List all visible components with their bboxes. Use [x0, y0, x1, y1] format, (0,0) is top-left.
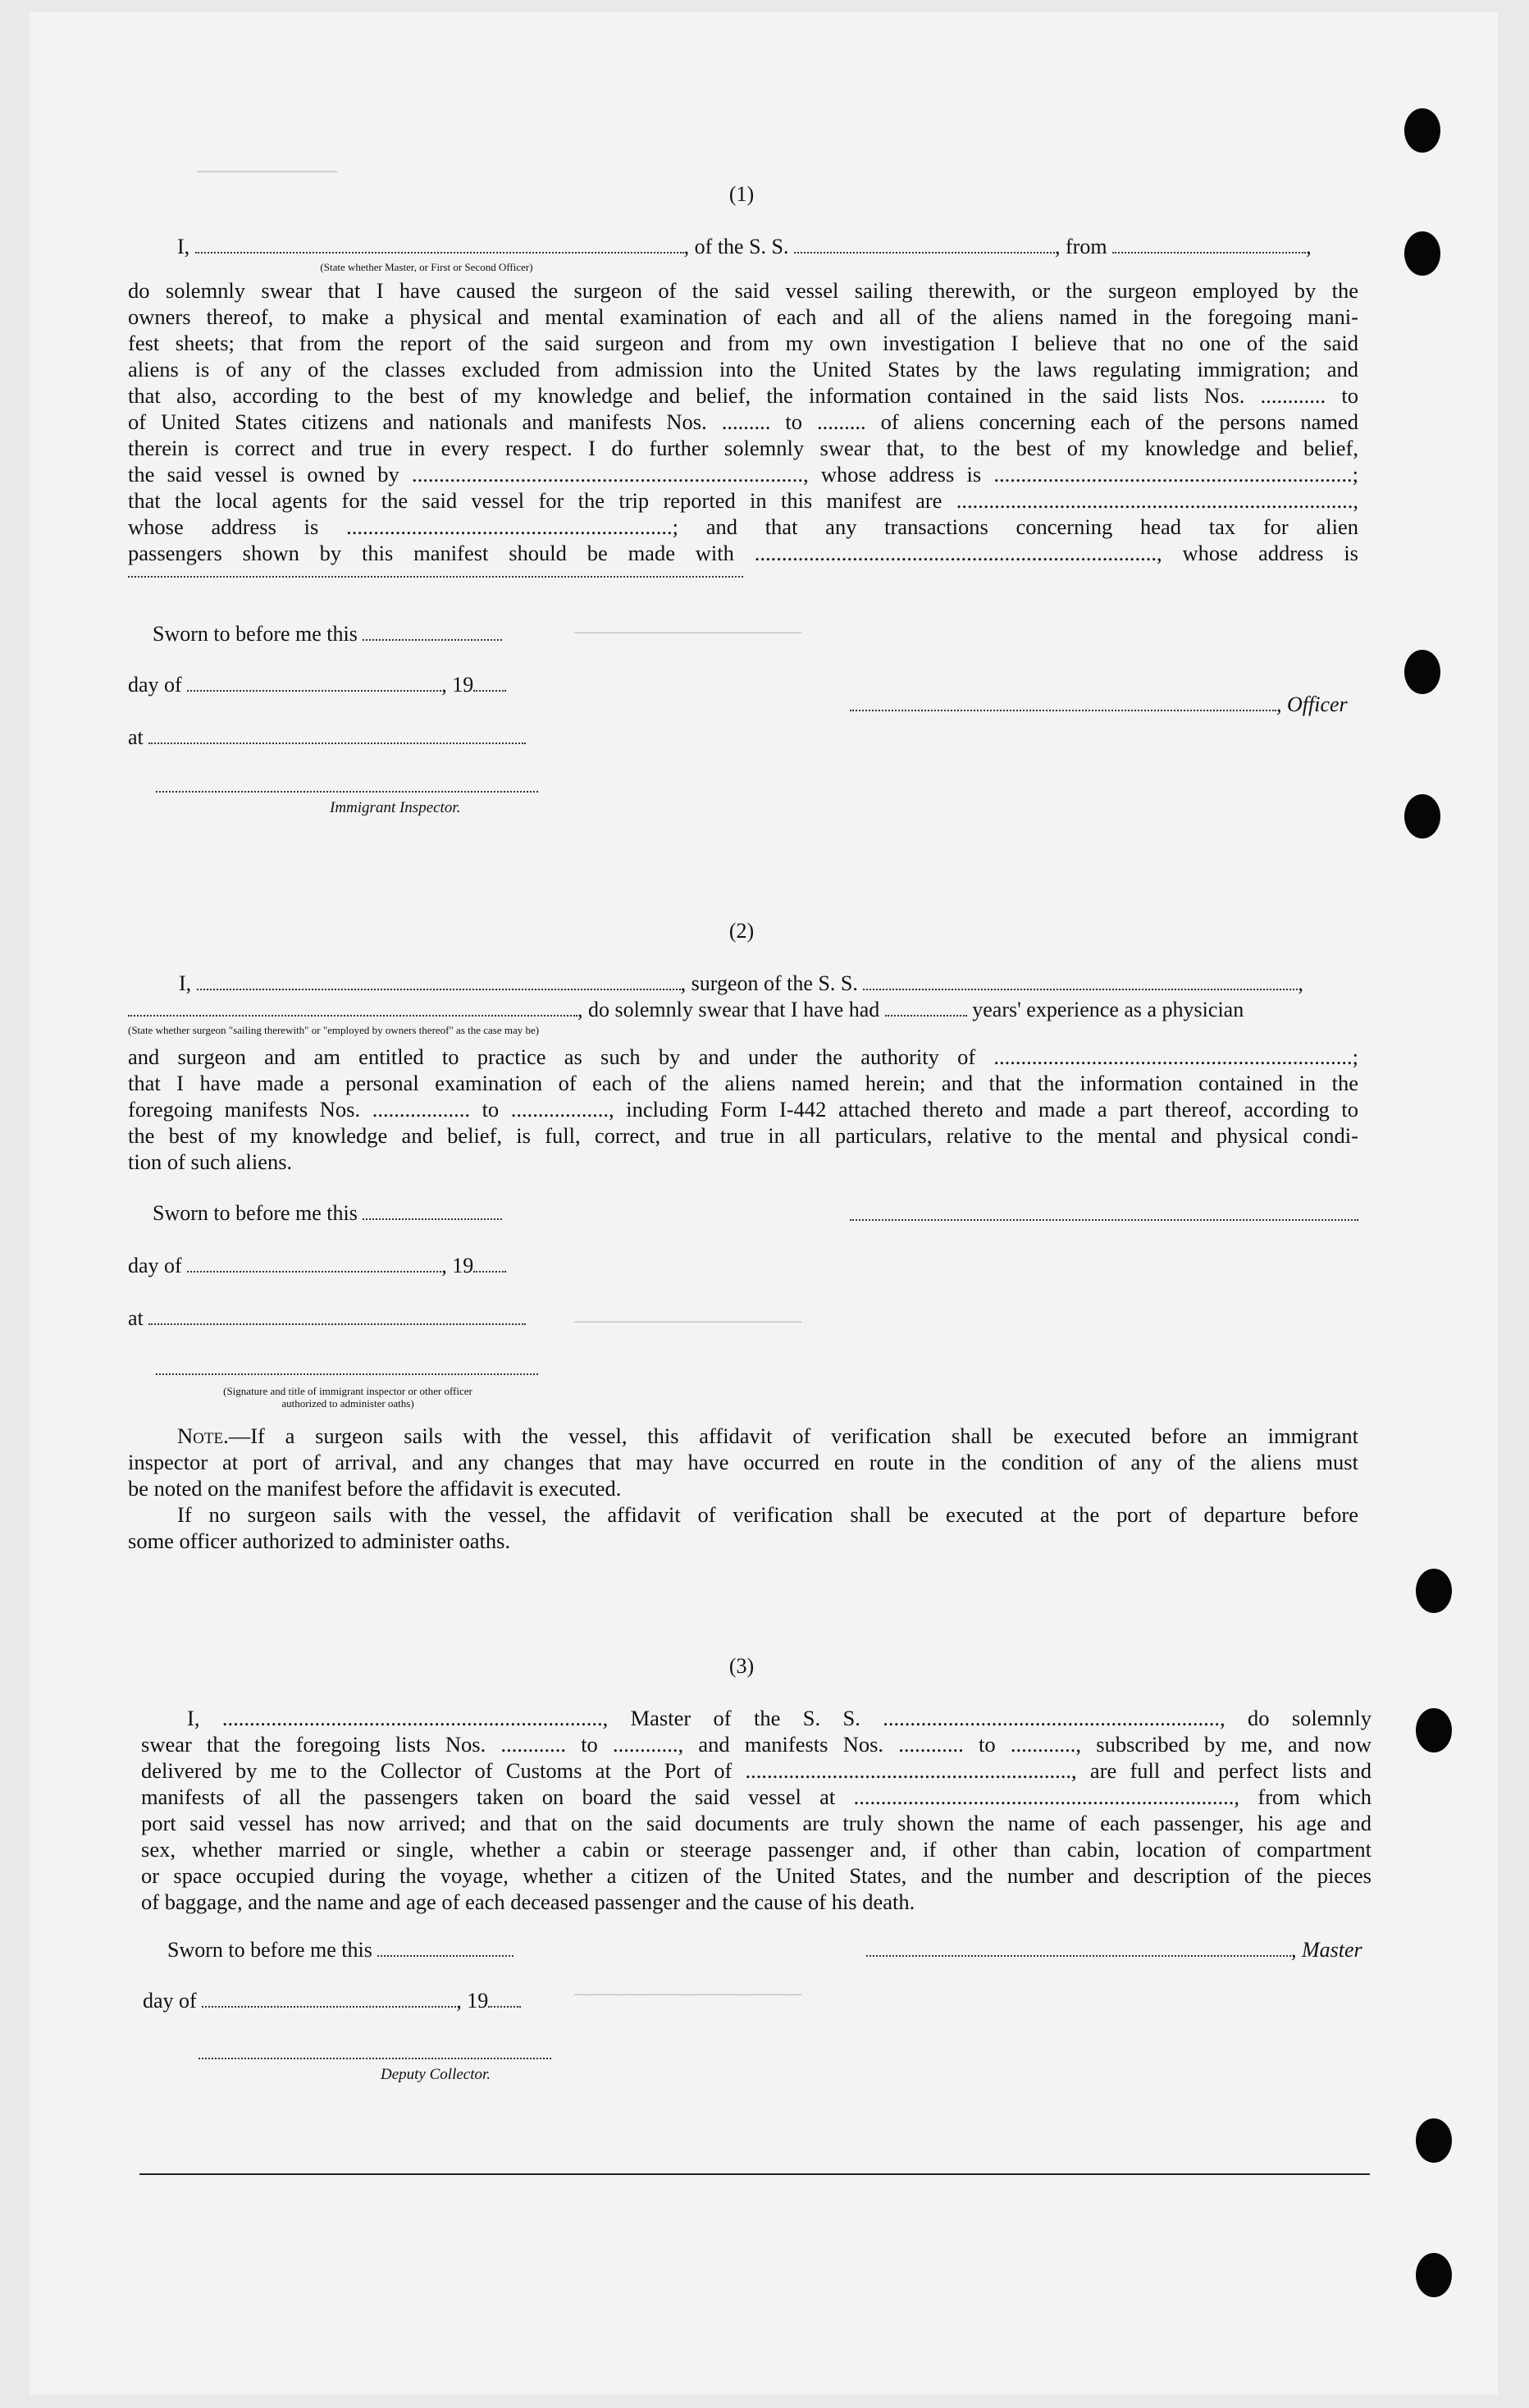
text: at [128, 1306, 144, 1330]
punch-hole [1404, 794, 1440, 838]
text: I, [177, 235, 190, 258]
sworn-label [153, 1201, 502, 1226]
surgeon-name-field[interactable] [197, 974, 681, 990]
body-line: of United States citizens and nationals and manifests Nos. ......... to ......... of aliens concerning each of the persons named [128, 409, 1358, 434]
body-line: fest sheets; that from the report of the said surgeon and from my own investigation I believe that no one of the said [128, 331, 1358, 355]
month-field[interactable] [187, 675, 441, 692]
years-field[interactable] [885, 1000, 967, 1017]
text: I, [179, 971, 192, 995]
surgeon-status-field[interactable] [128, 1000, 577, 1017]
body-line: I, ......................................................................, Master of the S. S. .............................................................., do solemnly [187, 1706, 1372, 1730]
punch-hole [1416, 1708, 1452, 1752]
bleed-through-text: ───────────────────── [574, 1313, 802, 1333]
punch-hole [1416, 1569, 1452, 1613]
year-field[interactable] [488, 1991, 521, 2008]
body-line: or space occupied during the voyage, whether a citizen of the United States, and the number and description of the pieces [141, 1863, 1372, 1888]
text: , surgeon of the S. S. [680, 971, 858, 995]
bleed-through-text: ───────────────────── [574, 624, 802, 644]
inspector-caption: Immigrant Inspector. [330, 799, 461, 816]
collector-signature-field[interactable] [199, 2058, 551, 2059]
punch-hole [1404, 650, 1440, 694]
month-field[interactable] [202, 1991, 456, 2008]
body-line: that the local agents for the said vessel for the trip reported in this manifest are ........................................................................., [128, 488, 1358, 513]
day-of-label [143, 1989, 521, 2013]
body-line: therein is correct and true in every respect. I do further solemnly swear that, to the best of my knowledge and belief, [128, 436, 1358, 460]
vessel-name-field[interactable] [794, 237, 1055, 254]
section-1-number: (1) [728, 182, 755, 206]
section-2-body [128, 1044, 1358, 1175]
body-line: do solemnly swear that I have caused the surgeon of the said vessel sailing therewith, or the surgeon employed by the [128, 278, 1358, 303]
body-line: the best of my knowledge and belief, is full, correct, and true in all particulars, relative to the mental and physical condi- [128, 1123, 1358, 1148]
body-line: sex, whether married or single, whether a cabin or steerage passenger and, if other than cabin, location of compartment [141, 1837, 1372, 1862]
body-line: foregoing manifests Nos. .................. to .................., including Form I-442 attached thereto and made a part thereof, according to [128, 1097, 1358, 1122]
punch-hole [1416, 2118, 1452, 2163]
signature-caption: (Signature and title of immigrant inspector or other officer authorized to administer oaths) [223, 1385, 472, 1410]
text: day of [128, 1254, 182, 1277]
text: Sworn to before me this [153, 1201, 358, 1225]
body-line: owners thereof, to make a physical and mental examination of each and all of the aliens named in the foregoing mani- [128, 304, 1358, 329]
body-line: whose address is ............................................................; and that any transactions concerning head tax for alien [128, 514, 1358, 539]
text: , Master [1291, 1938, 1362, 1962]
note-label: Note. [177, 1423, 229, 1448]
surgeon-caption: (State whether surgeon "sailing therewith" or "employed by owners thereof" as the case may be) [128, 1024, 540, 1036]
address-field[interactable] [128, 576, 743, 578]
body-line: that also, according to the best of my knowledge and belief, the information contained in the said lists Nos. ............ to [128, 383, 1358, 408]
text: , 19 [441, 1254, 474, 1277]
body-line: swear that the foregoing lists Nos. ............ to ............, and manifests Nos. ............ to ............, subscribed by me, and now [141, 1732, 1372, 1757]
body-line: manifests of all the passengers taken on board the said vessel at ......................................................................, from which [141, 1784, 1372, 1809]
note-block [128, 1423, 1358, 1554]
body-line: of baggage, and the name and age of each deceased passenger and the cause of his death. [141, 1889, 915, 1914]
body-line: and surgeon and am entitled to practice as such by and under the authority of ..................................................................; [128, 1044, 1358, 1069]
section-2-number: (2) [728, 919, 755, 943]
note-line: If no surgeon sails with the vessel, the affidavit of verification shall be executed at the port of departure before [177, 1502, 1358, 1527]
year-field[interactable] [473, 1256, 506, 1273]
master-caption: (State whether Master, or First or Second Officer) [320, 261, 533, 273]
text: , from [1055, 235, 1107, 258]
body-line: tion of such aliens. [128, 1149, 293, 1174]
bottom-rule [139, 2173, 1370, 2175]
section-3-body [141, 1705, 1372, 1915]
day-of-label [128, 673, 506, 697]
note-line: some officer authorized to administer oaths. [128, 1528, 511, 1553]
text: , do solemnly swear that I have had [577, 998, 880, 1021]
text: day of [128, 673, 182, 697]
experience-line [128, 998, 1244, 1022]
text: at [128, 725, 144, 749]
month-field[interactable] [187, 1256, 441, 1273]
text: Sworn to before me this [167, 1938, 372, 1962]
punch-hole [1416, 2253, 1452, 2297]
at-label [128, 1306, 526, 1331]
surgeon-signature-field[interactable] [850, 1219, 1358, 1221]
year-field[interactable] [473, 675, 506, 692]
officer-signature-field[interactable] [850, 695, 1276, 711]
deputy-caption: Deputy Collector. [381, 2066, 491, 2083]
body-line: that I have made a personal examination of each of the aliens named herein; and that the information contained in the [128, 1071, 1358, 1095]
location-field[interactable] [148, 1309, 526, 1325]
body-line: port said vessel has now arrived; and that on the said documents are truly shown the name of each passenger, his age and [141, 1811, 1372, 1835]
note-line [128, 1423, 1358, 1449]
sworn-label [167, 1938, 513, 1962]
inspector-signature-field[interactable] [156, 791, 538, 793]
port-from-field[interactable] [1112, 237, 1306, 254]
section-3-number: (3) [728, 1654, 755, 1678]
text: , of the S. S. [683, 235, 789, 258]
day-of-label [128, 1254, 506, 1278]
master-signature-field[interactable] [866, 1940, 1291, 1957]
master-name-field[interactable] [195, 237, 684, 254]
at-label [128, 725, 526, 750]
text: , 19 [441, 673, 474, 697]
body-line: aliens is of any of the classes excluded from admission into the United States by the laws regulating immigration; and [128, 357, 1358, 382]
text: Sworn to before me this [153, 622, 358, 646]
surgeon-line: I, , surgeon of the S. S. , [179, 971, 1303, 995]
text: day of [143, 1989, 197, 2013]
body-line: delivered by me to the Collector of Customs at the Port of ............................................................, are full and perfect lists and [141, 1758, 1372, 1783]
sworn-label [153, 622, 502, 647]
affiant-line: I, , of the S. S. , from , [177, 235, 1312, 258]
note-line: inspector at port of arrival, and any changes that may have occurred en route in the condition of any of the aliens must [128, 1450, 1358, 1474]
bleed-through-text: ───────────────────── [574, 1985, 802, 2006]
sworn-day-field[interactable] [363, 624, 502, 641]
body-line: the said vessel is owned by ........................................................................, whose address is ..................................................................; [128, 462, 1358, 487]
body-line: passengers shown by this manifest should be made with .........................................................................., whose address is [128, 541, 1358, 565]
sworn-day-field[interactable] [363, 1204, 502, 1220]
location-field[interactable] [148, 728, 526, 744]
text: —If a surgeon sails with the vessel, this affidavit of verification shall be executed before an immigrant [228, 1423, 1358, 1448]
master-line [866, 1938, 1362, 1962]
note-line: be noted on the manifest before the affidavit is executed. [128, 1476, 622, 1501]
vessel-name-field[interactable] [863, 974, 1298, 990]
punch-hole [1404, 231, 1440, 276]
officer-signature-field[interactable] [156, 1373, 538, 1375]
text: years' experience as a physician [972, 998, 1244, 1021]
bleed-through-text: ───────────── [197, 162, 338, 183]
sworn-day-field[interactable] [377, 1940, 513, 1957]
text: , Officer [1276, 692, 1348, 716]
punch-hole [1404, 108, 1440, 153]
section-1-body [128, 277, 1358, 566]
text: , 19 [456, 1989, 489, 2013]
officer-line [850, 692, 1348, 717]
